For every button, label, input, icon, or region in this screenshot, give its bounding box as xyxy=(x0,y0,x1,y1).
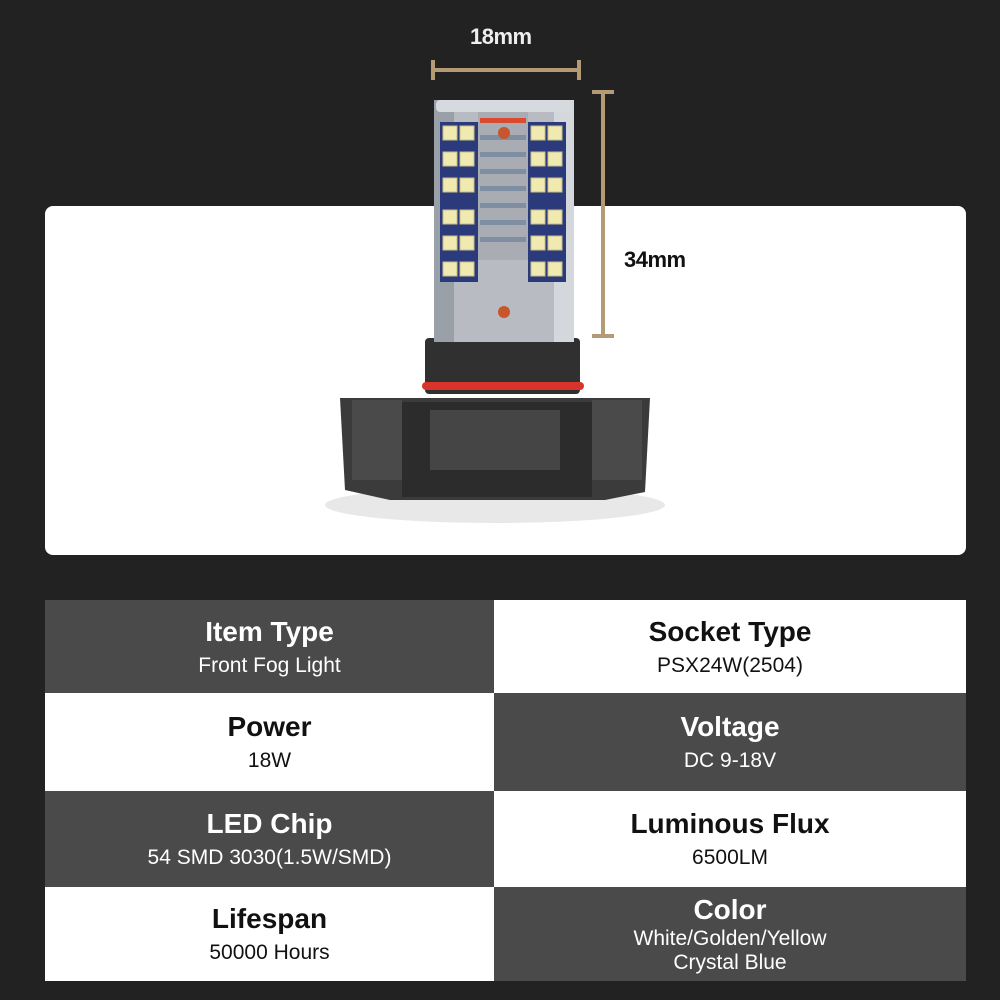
spec-value: 18W xyxy=(247,749,292,772)
spec-label: Socket Type xyxy=(648,615,812,647)
spec-led-chip xyxy=(45,791,494,887)
spec-value: DC 9-18V xyxy=(683,749,777,772)
socket-base xyxy=(340,338,650,500)
spec-value: 54 SMD 3030(1.5W/SMD) xyxy=(147,846,392,869)
spec-label: Power xyxy=(227,711,312,742)
spec-label: Item Type xyxy=(205,615,334,647)
spec-voltage xyxy=(494,693,966,791)
spec-color xyxy=(494,887,966,981)
spec-lifespan xyxy=(45,887,494,981)
spec-table xyxy=(45,600,966,980)
height-dimension-label: 34mm xyxy=(624,247,686,272)
spec-value: White/Golden/Yellow xyxy=(633,927,827,950)
spec-value-line2: Crystal Blue xyxy=(673,951,787,974)
spec-label: Lifespan xyxy=(211,903,328,934)
spec-luminous-flux xyxy=(494,791,966,887)
spec-value: 50000 Hours xyxy=(209,941,330,964)
spec-socket-type xyxy=(494,600,966,693)
screw-icon xyxy=(498,306,510,318)
bulb-top-cap xyxy=(436,100,572,112)
width-dimension-line xyxy=(433,60,579,80)
screw-icon xyxy=(498,127,510,139)
height-dimension-line xyxy=(592,92,614,336)
spec-label: Luminous Flux xyxy=(630,808,830,839)
spec-value: Front Fog Light xyxy=(198,653,341,677)
spec-label: Color xyxy=(693,894,767,925)
width-dimension-label: 18mm xyxy=(470,24,532,49)
spec-label: Voltage xyxy=(680,711,780,742)
spec-value: PSX24W(2504) xyxy=(657,653,803,677)
spec-value: 6500LM xyxy=(692,846,768,869)
spec-power xyxy=(45,693,494,791)
spec-item-type xyxy=(45,600,494,693)
spec-label: LED Chip xyxy=(206,808,333,839)
